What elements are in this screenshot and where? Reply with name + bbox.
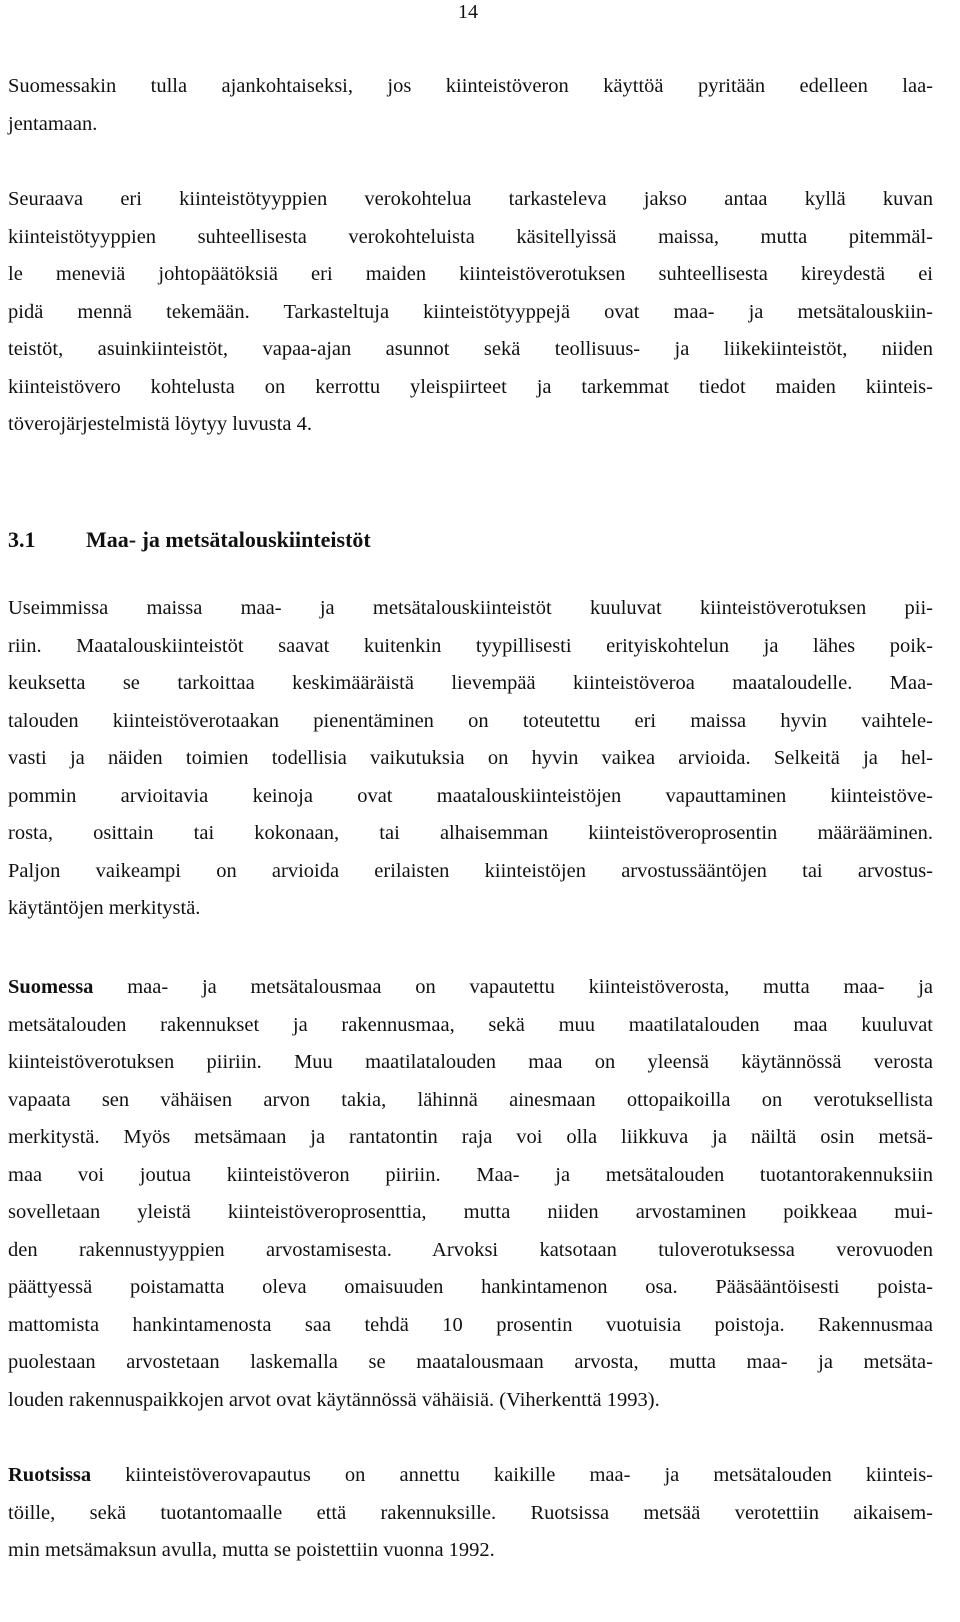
text-line: merkitystä. Myös metsämaan ja rantatontin raja voi olla liikkuva ja näiltä osin metsä- (8, 1126, 933, 1148)
text-line: den rakennustyyppien arvostamisesta. Arvoksi katsotaan tuloverotuksessa verovuoden (8, 1238, 933, 1261)
text-line: vasti ja näiden toimien todellisia vaikutuksia on hyvin vaikea arvioida. Selkeitä ja hel- (8, 747, 933, 769)
text-line: keuksetta se tarkoittaa keskimääräistä lievempää kiinteistöveroa maataloudelle. Maa- (8, 672, 933, 694)
text-fragment: maa- ja metsätalousmaa on vapautettu kiinteistöverosta, mutta maa- ja (127, 976, 934, 998)
text-line: sovelletaan yleistä kiinteistöveroprosenttia, mutta niiden arvostaminen poikkeaa mui- (8, 1201, 933, 1223)
country-lead: Suomessa (8, 976, 94, 998)
text-line: rosta, osittain tai kokonaan, tai alhaisemman kiinteistöveroprosentin määrääminen. (8, 822, 933, 844)
text-line: min metsämaksun avulla, mutta se poistettiin vuonna 1992. (8, 1539, 495, 1561)
finland-paragraph (8, 969, 933, 1419)
section-title: Maa- ja metsätalouskiinteistöt (86, 527, 371, 552)
text-line: töverojärjestelmistä löytyy luvusta 4. (8, 413, 313, 435)
text-line (8, 1457, 933, 1495)
text-line: Suomessakin tulla ajankohtaiseksi, jos kiinteistöveron käyttöä pyritään edelleen laa- (8, 75, 933, 97)
page-number: 14 (458, 1, 478, 23)
text-line: louden rakennuspaikkojen arvot ovat käytännössä vähäisiä. (Viherkenttä 1993). (8, 1388, 660, 1411)
text-line: mattomista hankintamenosta saa tehdä 10 prosentin vuotuisia poistoja. Rakennusmaa (8, 1313, 933, 1336)
intro-paragraph (8, 68, 933, 143)
text-line: riin. Maatalouskiinteistöt saavat kuitenkin tyypillisesti erityiskohtelun ja lähes poik- (8, 634, 933, 657)
text-line: Useimmissa maissa maa- ja metsätalouskiinteistöt kuuluvat kiinteistöverotuksen pii- (8, 597, 933, 619)
overview-paragraph (8, 181, 933, 444)
section-heading (8, 520, 371, 560)
text-line: Paljon vaikeampi on arvioida erilaisten kiinteistöjen arvostussääntöjen tai arvostus- (8, 859, 933, 882)
text-line: Seuraava eri kiinteistötyyppien verokohtelua tarkasteleva jakso antaa kyllä kuvan (8, 188, 933, 210)
text-line: teistöt, asuinkiinteistöt, vapaa-ajan asunnot sekä teollisuus- ja liikekiinteistöt, niiden (8, 338, 933, 360)
text-line: pidä mennä tekemään. Tarkasteltuja kiinteistötyyppejä ovat maa- ja metsätalouskiin- (8, 300, 933, 323)
text-line: maa voi joutua kiinteistöveron piiriin. Maa- ja metsätalouden tuotantorakennuksiin (8, 1163, 933, 1186)
section-paragraph (8, 590, 933, 928)
text-line: töille, sekä tuotantomaalle että rakennuksille. Ruotsissa metsää verotettiin aikaisem- (8, 1501, 933, 1524)
text-line: kiinteistövero kohtelusta on kerrottu yleispiirteet ja tarkemmat tiedot maiden kiinteis- (8, 375, 933, 398)
section-number: 3.1 (8, 527, 36, 552)
text-line: puolestaan arvostetaan laskemalla se maatalousmaan arvosta, mutta maa- ja metsäta- (8, 1351, 933, 1373)
text-line: vapaata sen vähäisen arvon takia, lähinnä ainesmaan ottopaikoilla on verotuksellista (8, 1088, 933, 1111)
sweden-paragraph (8, 1457, 933, 1570)
text-line: jentamaan. (8, 112, 98, 135)
country-lead: Ruotsissa (8, 1464, 92, 1486)
text-line: metsätalouden rakennukset ja rakennusmaa, sekä muu maatilatalouden maa kuuluvat (8, 1013, 933, 1036)
text-fragment: kiinteistöverovapautus on annettu kaikille maa- ja metsätalouden kiinteis- (125, 1464, 934, 1486)
text-line: käytäntöjen merkitystä. (8, 897, 201, 919)
text-line (8, 969, 933, 1007)
text-line: pommin arvioitavia keinoja ovat maatalouskiinteistöjen vapauttaminen kiinteistöve- (8, 784, 933, 807)
text-line: talouden kiinteistöverotaakan pienentäminen on toteutettu eri maissa hyvin vaihtele- (8, 709, 933, 732)
text-line: päättyessä poistamatta oleva omaisuuden hankintamenon osa. Pääsääntöisesti poista- (8, 1276, 933, 1298)
text-line: kiinteistötyyppien suhteellisesta verokohteluista käsitellyissä maissa, mutta pitemmäl- (8, 225, 933, 248)
text-line: le meneviä johtopäätöksiä eri maiden kiinteistöverotuksen suhteellisesta kireydestä ei (8, 263, 933, 285)
text-line: kiinteistöverotuksen piiriin. Muu maatilatalouden maa on yleensä käytännössä verosta (8, 1051, 933, 1073)
